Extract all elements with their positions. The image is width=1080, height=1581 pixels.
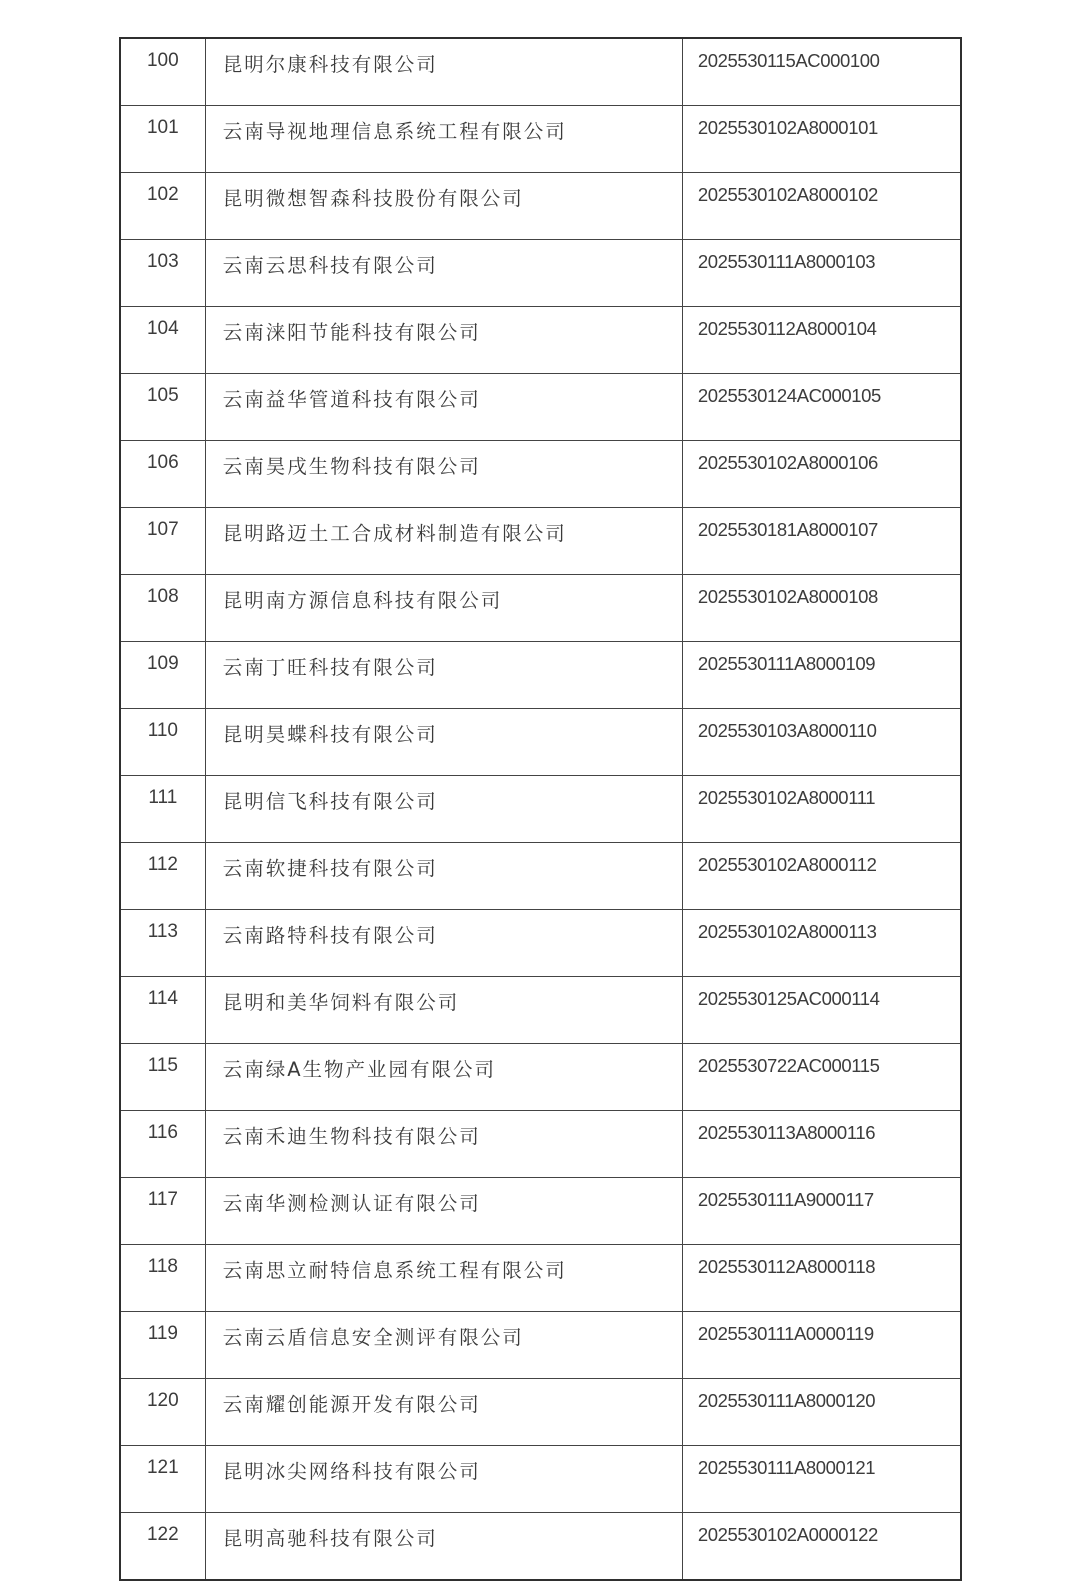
- table-row: [120, 441, 961, 508]
- company-name: 云南思立耐特信息系统工程有限公司: [205, 1245, 682, 1312]
- table-row: [120, 1513, 961, 1581]
- table-row: [120, 1111, 961, 1178]
- row-number: 113: [120, 910, 205, 977]
- row-number: 109: [120, 642, 205, 709]
- row-number: 105: [120, 374, 205, 441]
- company-name: 云南云思科技有限公司: [205, 240, 682, 307]
- table-row: [120, 1446, 961, 1513]
- row-number: 102: [120, 173, 205, 240]
- registration-code: 2025530102A8000112: [682, 843, 961, 910]
- company-name: 云南导视地理信息系统工程有限公司: [205, 106, 682, 173]
- row-number: 108: [120, 575, 205, 642]
- registration-code: 2025530111A8000121: [682, 1446, 961, 1513]
- row-number: 112: [120, 843, 205, 910]
- registration-code: 2025530111A9000117: [682, 1178, 961, 1245]
- row-number: 106: [120, 441, 205, 508]
- table-body: [120, 38, 961, 1580]
- table-row: [120, 1178, 961, 1245]
- registration-code: 2025530102A8000106: [682, 441, 961, 508]
- company-name: 昆明微想智森科技股份有限公司: [205, 173, 682, 240]
- table-row: [120, 1245, 961, 1312]
- company-name: 云南益华管道科技有限公司: [205, 374, 682, 441]
- table-row: [120, 173, 961, 240]
- registration-code: 2025530111A8000103: [682, 240, 961, 307]
- registration-code: 2025530102A0000122: [682, 1513, 961, 1581]
- registration-code: 2025530181A8000107: [682, 508, 961, 575]
- table-row: [120, 642, 961, 709]
- registration-code: 2025530722AC000115: [682, 1044, 961, 1111]
- row-number: 119: [120, 1312, 205, 1379]
- company-name: 云南路特科技有限公司: [205, 910, 682, 977]
- row-number: 121: [120, 1446, 205, 1513]
- table-row: [120, 508, 961, 575]
- row-number: 100: [120, 38, 205, 106]
- company-name: 云南云盾信息安全测评有限公司: [205, 1312, 682, 1379]
- registration-code: 2025530102A8000111: [682, 776, 961, 843]
- company-registry-table: [119, 37, 962, 1581]
- table-row: [120, 374, 961, 441]
- company-name: 昆明尔康科技有限公司: [205, 38, 682, 106]
- row-number: 103: [120, 240, 205, 307]
- row-number: 117: [120, 1178, 205, 1245]
- table-row: [120, 38, 961, 106]
- registration-code: 2025530102A8000102: [682, 173, 961, 240]
- company-name: 昆明南方源信息科技有限公司: [205, 575, 682, 642]
- registration-code: 2025530111A8000109: [682, 642, 961, 709]
- registration-code: 2025530112A8000104: [682, 307, 961, 374]
- table-row: [120, 1379, 961, 1446]
- row-number: 116: [120, 1111, 205, 1178]
- table-row: [120, 106, 961, 173]
- company-name: 昆明路迈土工合成材料制造有限公司: [205, 508, 682, 575]
- company-name: 昆明高驰科技有限公司: [205, 1513, 682, 1581]
- row-number: 114: [120, 977, 205, 1044]
- registration-code: 2025530125AC000114: [682, 977, 961, 1044]
- registration-code: 2025530103A8000110: [682, 709, 961, 776]
- registration-code: 2025530124AC000105: [682, 374, 961, 441]
- company-name: 云南软捷科技有限公司: [205, 843, 682, 910]
- registration-code: 2025530111A8000120: [682, 1379, 961, 1446]
- table-row: [120, 977, 961, 1044]
- table-row: [120, 843, 961, 910]
- company-name: 昆明冰尖网络科技有限公司: [205, 1446, 682, 1513]
- row-number: 104: [120, 307, 205, 374]
- company-name: 云南绿A生物产业园有限公司: [205, 1044, 682, 1111]
- registration-code: 2025530102A8000101: [682, 106, 961, 173]
- row-number: 115: [120, 1044, 205, 1111]
- table-row: [120, 240, 961, 307]
- table-row: [120, 575, 961, 642]
- table-row: [120, 1044, 961, 1111]
- row-number: 101: [120, 106, 205, 173]
- company-name: 昆明和美华饲料有限公司: [205, 977, 682, 1044]
- company-name: 云南昊戌生物科技有限公司: [205, 441, 682, 508]
- registration-code: 2025530115AC000100: [682, 38, 961, 106]
- registration-code: 2025530102A8000108: [682, 575, 961, 642]
- table-row: [120, 709, 961, 776]
- registration-code: 2025530111A0000119: [682, 1312, 961, 1379]
- row-number: 110: [120, 709, 205, 776]
- company-name: 云南华测检测认证有限公司: [205, 1178, 682, 1245]
- table-row: [120, 307, 961, 374]
- row-number: 122: [120, 1513, 205, 1581]
- row-number: 120: [120, 1379, 205, 1446]
- registration-code: 2025530112A8000118: [682, 1245, 961, 1312]
- table-row: [120, 910, 961, 977]
- company-name: 云南涞阳节能科技有限公司: [205, 307, 682, 374]
- company-name: 云南丁旺科技有限公司: [205, 642, 682, 709]
- company-name: 昆明昊蝶科技有限公司: [205, 709, 682, 776]
- row-number: 111: [120, 776, 205, 843]
- registration-code: 2025530113A8000116: [682, 1111, 961, 1178]
- table-row: [120, 1312, 961, 1379]
- registration-code: 2025530102A8000113: [682, 910, 961, 977]
- table-row: [120, 776, 961, 843]
- company-name: 昆明信飞科技有限公司: [205, 776, 682, 843]
- company-name: 云南禾迪生物科技有限公司: [205, 1111, 682, 1178]
- row-number: 118: [120, 1245, 205, 1312]
- row-number: 107: [120, 508, 205, 575]
- company-name: 云南耀创能源开发有限公司: [205, 1379, 682, 1446]
